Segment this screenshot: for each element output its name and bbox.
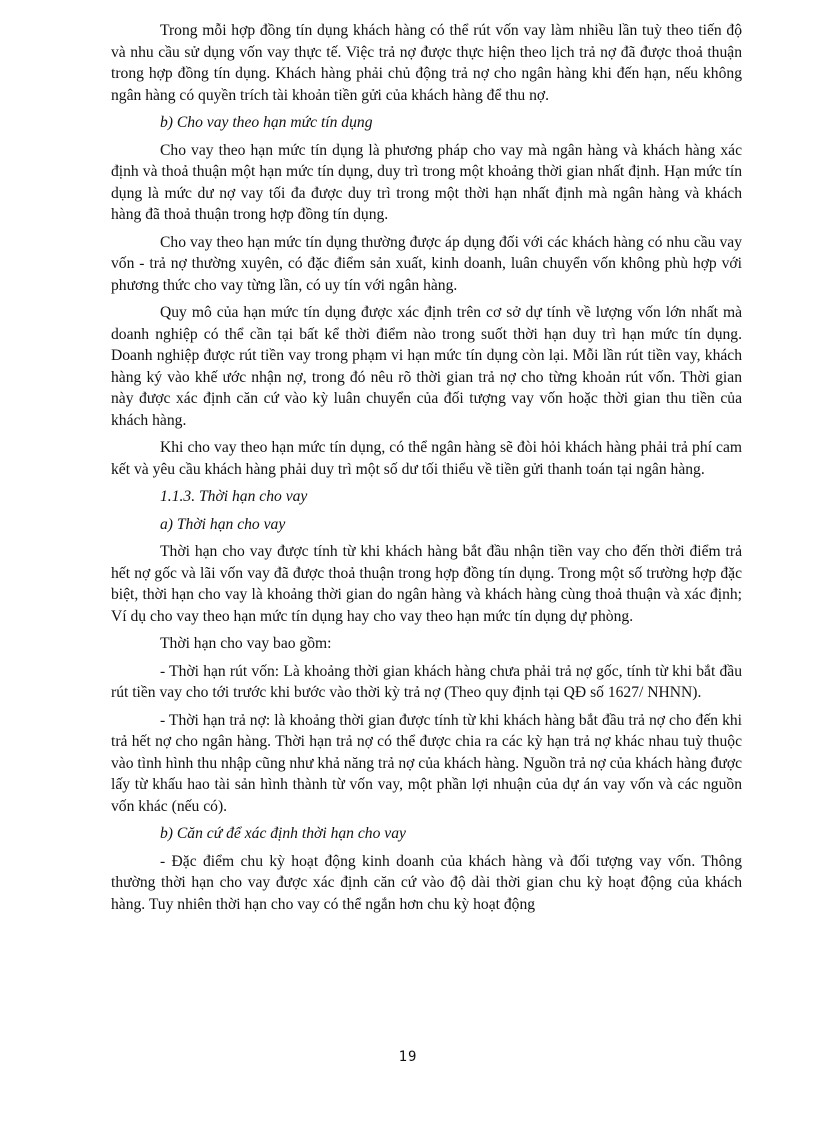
paragraph: Khi cho vay theo hạn mức tín dụng, có thể ngân hàng sẽ đòi hỏi khách hàng phải trả phí cam kết và yêu cầu khách hàng phải duy trì một số dư tối thiểu về tiền gửi thanh toán tại ngân hàng. <box>111 439 742 478</box>
section-heading: b) Căn cứ để xác định thời hạn cho vay <box>160 825 406 842</box>
paragraph: Cho vay theo hạn mức tín dụng là phương pháp cho vay mà ngân hàng và khách hàng xác định và thoả thuận một hạn mức tín dụng, duy trì trong một khoảng thời gian nhất định. Hạn mức tín dụng là mức dư nợ vay tối đa được duy trì trong một thời hạn nhất định mà ngân hàng và khách hàng đã thoả thuận trong hợp đồng tín dụng. <box>111 141 742 223</box>
paragraph: - Thời hạn rút vốn: Là khoảng thời gian khách hàng chưa phải trả nợ gốc, tính từ khi bắt đầu rút tiền vay cho tới trước khi bước vào thời kỳ trả nợ (Theo quy định tại QĐ số 1627/ NHNN). <box>111 662 742 701</box>
paragraph: - Thời hạn trả nợ: là khoảng thời gian được tính từ khi khách hàng bắt đầu trả nợ cho đến khi trả hết nợ cho ngân hàng. Thời hạn trả nợ có thể được chia ra các kỳ hạn trả nợ khác nhau tuỳ thuộc vào tình hình thu nhập cũng như khả năng trả nợ của khách hàng. Nguồn trả nợ của khách hàng được lấy từ khấu hao tài sản hình thành từ vốn vay, một phần lợi nhuận của dự án vay vốn và các nguồn vốn khác (nếu có). <box>111 711 742 815</box>
paragraph: Thời hạn cho vay bao gồm: <box>160 635 332 652</box>
paragraph: Thời hạn cho vay được tính từ khi khách hàng bắt đầu nhận tiền vay cho đến thời điểm trả hết nợ gốc và lãi vốn vay đã được thoả thuận trong hợp đồng tín dụng. Trong một số trường hợp đặc biệt, thời hạn cho vay là khoảng thời gian do ngân hàng và khách hàng cùng thoả thuận và xác định; Ví dụ cho vay theo hạn mức tín dụng hay cho vay theo hạn mức tín dụng dự phòng. <box>111 543 742 625</box>
paragraph: - Đặc điểm chu kỳ hoạt động kinh doanh của khách hàng và đối tượng vay vốn. Thông thường thời hạn cho vay được xác định căn cứ vào độ dài thời gian chu kỳ hoạt động của khách hàng. Tuy nhiên thời hạn cho vay có thể ngắn hơn chu kỳ hoạt động <box>111 852 742 913</box>
page-number: 19 <box>398 1049 418 1065</box>
paragraph: Quy mô của hạn mức tín dụng được xác định trên cơ sở dự tính về lượng vốn lớn nhất mà doanh nghiệp có thể cần tại bất kể thời điểm nào trong suốt thời hạn duy trì hạn mức tín dụng. Doanh nghiệp được rút tiền vay trong phạm vi hạn mức tín dụng còn lại. Mỗi lần rút tiền vay, khách hàng ký vào khế ước nhận nợ, trong đó nêu rõ thời gian trả nợ cho từng khoản rút vốn. Thời gian này được xác định căn cứ vào kỳ luân chuyển của đối tượng vay vốn hoặc thời gian thu tiền của khách hàng. <box>111 304 742 429</box>
section-heading: b) Cho vay theo hạn mức tín dụng <box>160 114 373 131</box>
paragraph: Trong mỗi hợp đồng tín dụng khách hàng có thể rút vốn vay làm nhiều lần tuỳ theo tiến độ và nhu cầu sử dụng vốn vay thực tế. Việc trả nợ được thực hiện theo lịch trả nợ đã được thoả thuận trong hợp đồng tín dụng. Khách hàng phải chủ động trả nợ cho ngân hàng khi đến hạn, nếu không ngân hàng có quyền trích tài khoản tiền gửi của khách hàng để thu nợ. <box>111 22 742 104</box>
section-heading: 1.1.3. Thời hạn cho vay <box>160 488 308 505</box>
section-heading: a) Thời hạn cho vay <box>160 515 286 533</box>
page-body <box>111 20 742 915</box>
paragraph: Cho vay theo hạn mức tín dụng thường được áp dụng đối với các khách hàng có nhu cầu vay vốn - trả nợ thường xuyên, có đặc điểm sản xuất, kinh doanh, luân chuyển vốn không phù hợp với phương thức cho vay từng lần, có uy tín với ngân hàng. <box>111 233 742 294</box>
